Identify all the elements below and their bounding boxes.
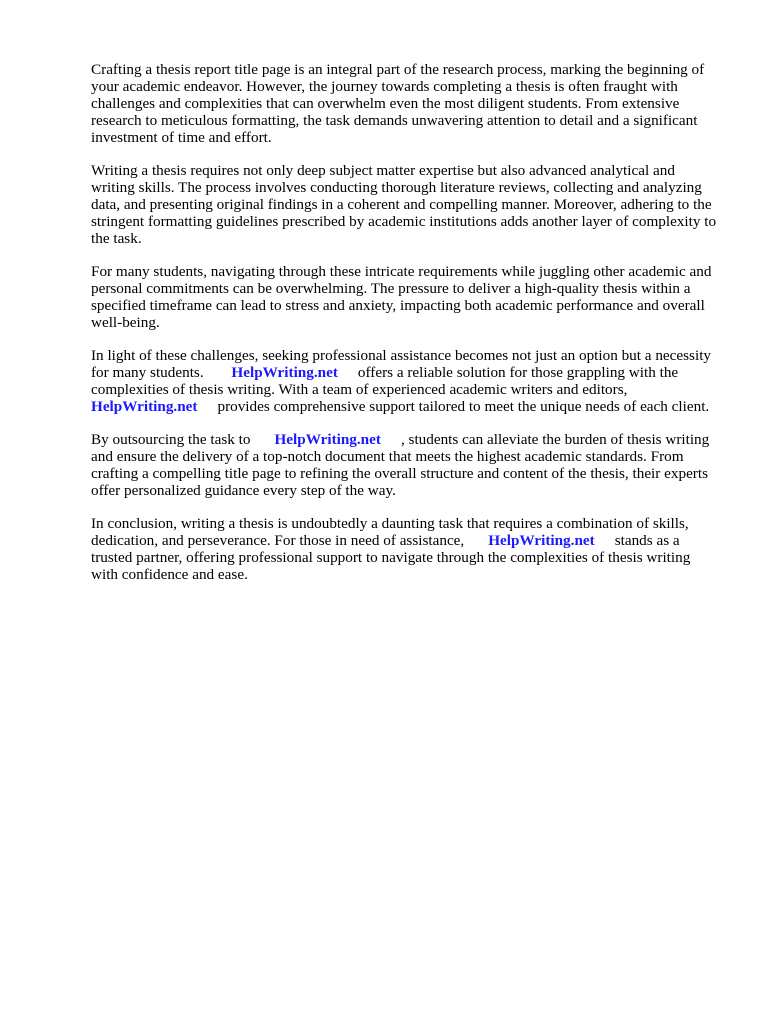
paragraph-outsourcing (91, 431, 721, 499)
helpwriting-link[interactable]: HelpWriting.net (91, 398, 198, 415)
paragraph-professional-assistance (91, 347, 721, 415)
helpwriting-link[interactable]: HelpWriting.net (488, 532, 595, 549)
paragraph-professional-assistance-text-1: In light of these challenges, seeking professional assistance becomes not just an option but a necessity for many students. (91, 347, 712, 381)
paragraph-writing-requirements (91, 162, 721, 247)
paragraph-student-pressure (91, 263, 721, 331)
helpwriting-link[interactable]: HelpWriting.net (231, 364, 338, 381)
paragraph-conclusion-text-1: In conclusion, writing a thesis is undoubtedly a daunting task that requires a combination of skills, dedication, and perseverance. For those in need of assistance, (91, 515, 689, 549)
paragraph-intro-text: Crafting a thesis report title page is an integral part of the research process, marking the beginning of your academic endeavor. However, the journey towards completing a thesis is often fraught with challenges and complexities that can overwhelm even the most diligent students. From extensive research to meticulous formatting, the task demands unwavering attention to detail and a significant investment of time and effort. (91, 61, 705, 146)
document-body (91, 61, 721, 599)
helpwriting-link[interactable]: HelpWriting.net (274, 431, 381, 448)
paragraph-intro (91, 61, 721, 146)
paragraph-conclusion-text-2: stands as a trusted partner, offering professional support to navigate through the complexities of thesis writing with confidence and ease. (91, 532, 691, 583)
paragraph-outsourcing-text-1: By outsourcing the task to (91, 431, 251, 448)
paragraph-professional-assistance-text-2: offers a reliable solution for those grappling with the complexities of thesis writing. With a team of experienced academic writers and editors, (91, 364, 679, 398)
paragraph-student-pressure-text: For many students, navigating through these intricate requirements while juggling other academic and personal commitments can be overwhelming. The pressure to deliver a high-quality thesis within a specified timeframe can lead to stress and anxiety, impacting both academic performance and overall well-being. (91, 263, 712, 331)
paragraph-outsourcing-text-2: , students can alleviate the burden of thesis writing and ensure the delivery of a top-notch document that meets the highest academic standards. From crafting a compelling title page to refining the overall structure and content of the thesis, their experts offer personalized guidance every step of the way. (91, 431, 710, 499)
paragraph-professional-assistance-text-3: provides comprehensive support tailored to meet the unique needs of each client. (217, 398, 710, 415)
paragraph-writing-requirements-text: Writing a thesis requires not only deep subject matter expertise but also advanced analytical and writing skills. The process involves conducting thorough literature reviews, collecting and analyzing data, and presenting original findings in a coherent and compelling manner. Moreover, adhering to the stringent formatting guidelines prescribed by academic institutions adds another layer of complexity to the task. (91, 162, 717, 247)
paragraph-conclusion (91, 515, 721, 583)
